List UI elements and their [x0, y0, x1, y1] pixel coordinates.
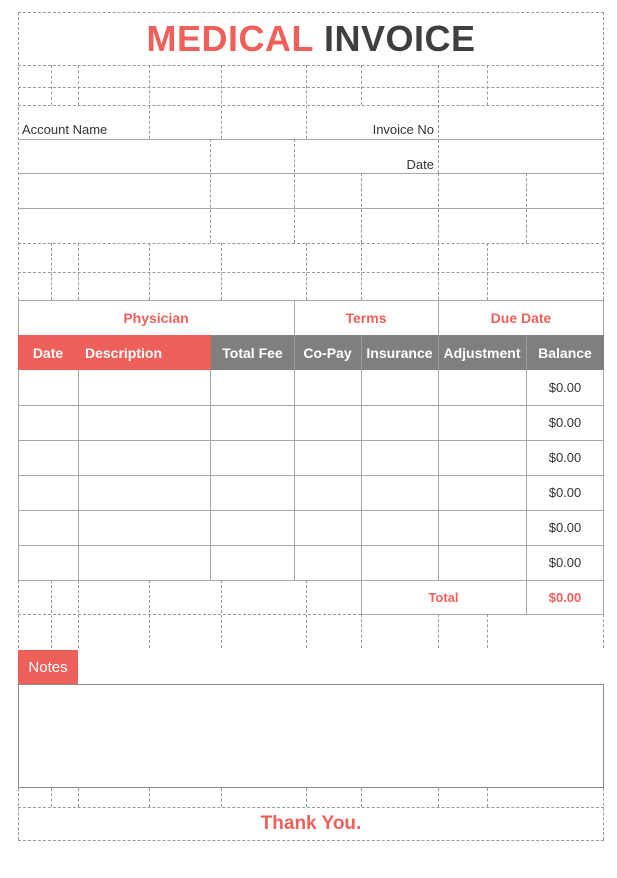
gridline [361, 614, 604, 615]
gridline [18, 12, 604, 13]
gridline [306, 243, 307, 300]
total-value: $0.00 [548, 589, 582, 605]
gridline [294, 139, 295, 243]
gridline [18, 475, 604, 476]
thank-you-message: Thank You. [260, 812, 362, 834]
gridline [18, 65, 604, 66]
account-name-field[interactable] [19, 140, 210, 173]
col-insurance: Insurance [366, 344, 433, 361]
invoice-no-label: Invoice No [372, 122, 434, 137]
gridline [603, 614, 604, 648]
col-balance: Balance [538, 344, 592, 361]
col-description: Description [85, 344, 163, 361]
gridline [210, 139, 211, 243]
col-co-pay: Co-Pay [303, 344, 352, 361]
gridline [221, 788, 222, 807]
title-invoice: INVOICE [323, 17, 476, 59]
gridline [18, 545, 604, 546]
invoice-no-field[interactable] [439, 106, 603, 139]
gridline [51, 243, 52, 300]
table-row-balance: $0.00 [548, 555, 582, 570]
date-label: Date [406, 157, 434, 172]
gridline [149, 788, 150, 807]
invoice-title [18, 12, 604, 65]
col-total-fee: Total Fee [222, 344, 283, 361]
notes-field[interactable] [18, 684, 604, 788]
gridline [361, 65, 362, 105]
gridline [438, 614, 439, 648]
total-label: Total [428, 589, 459, 605]
gridline [18, 614, 361, 615]
gridline [78, 243, 79, 300]
account-name-label: Account Name [22, 122, 108, 137]
gridline [438, 243, 439, 300]
title-medical: MEDICAL [146, 17, 314, 59]
gridline [487, 65, 488, 105]
gridline [438, 788, 439, 807]
gridline [361, 614, 362, 648]
date-field[interactable] [439, 140, 603, 173]
gridline [51, 65, 52, 105]
gridline [487, 614, 488, 648]
gridline [18, 510, 604, 511]
gridline [78, 65, 79, 105]
gridline [18, 840, 604, 841]
gridline [487, 243, 488, 300]
gridline [361, 788, 362, 807]
gridline [18, 243, 604, 244]
table-row-balance: $0.00 [548, 380, 582, 395]
gridline [361, 243, 362, 300]
gridline [221, 243, 222, 300]
gridline [51, 788, 52, 807]
due-date-header: Due Date [490, 309, 552, 326]
gridline [487, 788, 488, 807]
notes-label: Notes [18, 650, 78, 684]
table-row-balance: $0.00 [548, 450, 582, 465]
table-row-balance: $0.00 [548, 520, 582, 535]
table-row-balance: $0.00 [548, 415, 582, 430]
gridline [18, 405, 604, 406]
col-date: Date [32, 344, 64, 361]
gridline [18, 87, 604, 88]
physician-header: Physician [123, 309, 189, 326]
table-row-balance: $0.00 [548, 485, 582, 500]
gridline [18, 440, 604, 441]
gridline [149, 243, 150, 300]
gridline [149, 65, 150, 139]
terms-header: Terms [345, 309, 387, 326]
gridline [18, 173, 604, 174]
gridline [18, 272, 604, 273]
gridline [78, 788, 79, 807]
gridline [221, 65, 222, 139]
col-adjustment: Adjustment [443, 344, 521, 361]
gridline [306, 788, 307, 807]
gridline [603, 12, 604, 300]
gridline [18, 208, 604, 209]
